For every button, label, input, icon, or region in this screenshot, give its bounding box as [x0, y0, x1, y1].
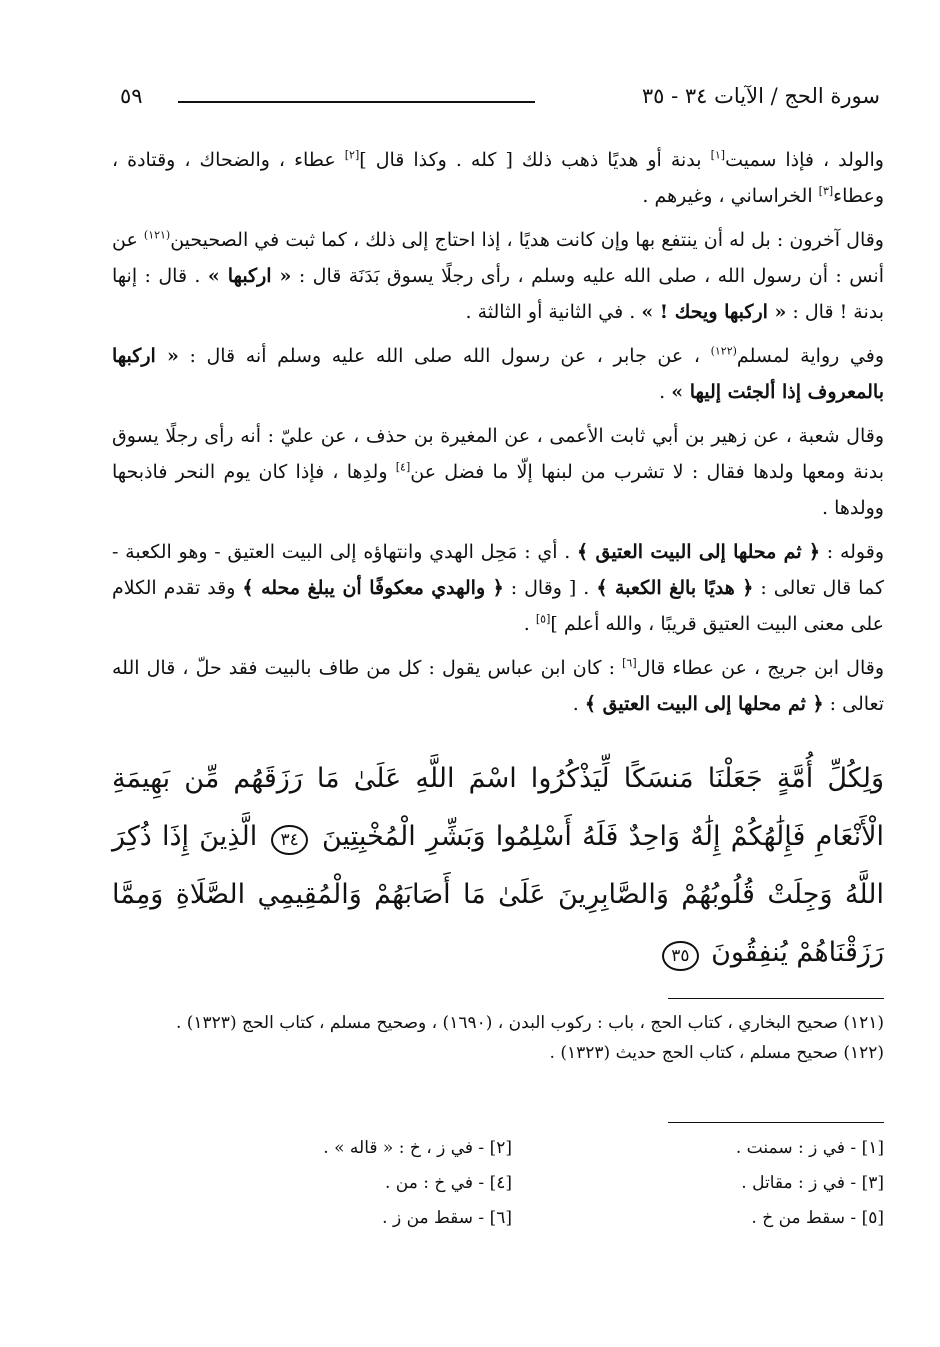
paragraph-1: والولد ، فإذا سميت[١] بدنة أو هديًا ذهب ذلك [ كله . وكذا قال ][٢] عطاء ، والضحاك ، وقتادة ، وعطاء[٣] الخراساني ، وغيرهم . — [112, 148, 884, 207]
variant-note: [٦] - سقط من ز . — [382, 1208, 512, 1228]
footnote-ref-122: (١٢٢) — [710, 344, 737, 358]
variants-divider — [668, 1122, 884, 1123]
variant-note: [٤] - في خ : من . — [384, 1173, 512, 1193]
verse-number-marker: ٣٤ — [271, 825, 307, 855]
running-title: سورة الحج / الآيات ٣٤ - ٣٥ — [641, 84, 880, 108]
paragraph-6: وقال ابن جريج ، عن عطاء قال[٦] : كان ابن عباس يقول : كل من طاف بالبيت فقد حلّ ، قال الله تعالى : ﴿ ثم محلها إلى البيت العتيق ﴾ . — [112, 656, 884, 715]
footnote-divider — [668, 998, 884, 999]
quran-quote: ﴿ ثم محلها إلى البيت العتيق ﴾ — [584, 693, 824, 715]
paragraph-5: وقوله : ﴿ ثم محلها إلى البيت العتيق ﴾ . أي : مَحِل الهدي وانتهاؤه إلى البيت العتيق - وهو الكعبة - كما قال تعالى : ﴿ هديًا بالغ الكعبة ﴾ . [ وقال : ﴿ والهدي معكوفًا أن يبلغ محله ﴾ وقد تقدم الكلام على معنى البيت العتيق قريبًا ، والله أعلم ][٥] . — [112, 541, 884, 635]
page-header — [120, 84, 880, 120]
commentary-body — [112, 142, 884, 732]
quran-quote: ﴿ هديًا بالغ الكعبة ﴾ — [596, 577, 754, 599]
hadith-quote: « اركبها » — [207, 265, 292, 287]
quran-verses — [112, 750, 884, 982]
variant-note: [١] - في ز : سمنت . — [735, 1138, 884, 1158]
source-footnotes — [112, 1008, 884, 1068]
variant-ref-2: [٢] — [344, 148, 360, 162]
hadith-quote: « اركبها بالمعروف إذا ألجئت إليها » — [112, 345, 884, 403]
paragraph-3: وفي رواية لمسلم$^{(١٢٢)}$ ، عن جابر ، عن رسول الله صلى الله عليه وسلم أنه قال : « اركبها بالمعروف إذا ألجئت إليها » . — [112, 344, 884, 403]
verse-35: الَّذِينَ إِذَا ذُكِرَ اللَّهُ وَجِلَتْ قُلُوبُهُمْ وَالصَّابِرِينَ عَلَىٰ مَا أَصَابَهُمْ وَالْمُقِيمِي الصَّلَاةِ وَمِمَّا رَزَقْنَاهُمْ يُنفِقُونَ — [112, 821, 884, 968]
quran-quote: ﴿ والهدي معكوفًا أن يبلغ محله ﴾ — [242, 577, 504, 599]
variant-note: [٣] - في ز : مقاتل . — [741, 1173, 884, 1193]
verse-text — [112, 750, 884, 982]
verse-number-marker: ٣٥ — [662, 941, 698, 971]
footnote-ref-121: (١٢١) — [143, 228, 171, 242]
manuscript-variants — [140, 1132, 884, 1235]
quran-quote: ﴿ ثم محلها إلى البيت العتيق ﴾ — [577, 541, 821, 563]
hadith-quote: « اركبها ويحك ! » — [641, 301, 787, 323]
paragraph-4: وقال شعبة ، عن زهير بن أبي ثابت الأعمى ، عن المغيرة بن حذف ، عن عليّ : أنه رأى رجلًا يسوق بدنة ومعها ولدها فقال : لا تشرب من لبنها إلّا ما فضل عن[٤] ولدِها ، فإذا كان يوم النحر فاذبحها وولدها . — [112, 425, 884, 519]
footnote-121: (١٢١) صحيح البخاري ، كتاب الحج ، باب : ركوب البدن ، (١٦٩٠) ، وصحيح مسلم ، كتاب الحج (١٣٢٣) . — [175, 1013, 884, 1033]
verse-34: وَلِكُلِّ أُمَّةٍ جَعَلْنَا مَنسَكًا لِّيَذْكُرُوا اسْمَ اللَّهِ عَلَىٰ مَا رَزَقَهُم مِّن بَهِيمَةِ الْأَنْعَامِ فَإِلَٰهُكُمْ إِلَٰهٌ وَاحِدٌ فَلَهُ أَسْلِمُوا وَبَشِّرِ الْمُخْبِتِينَ — [112, 763, 884, 852]
variant-ref-6: [٦] — [622, 656, 637, 670]
variant-ref-5: [٥] — [535, 612, 551, 626]
footnote-122: (١٢٢) صحيح مسلم ، كتاب الحج حديث (١٣٢٣) . — [549, 1043, 884, 1063]
page-number: ٥٩ — [120, 84, 143, 108]
variant-note: [٢] - في ز ، خ : « قاله » . — [323, 1138, 512, 1158]
paragraph-2: وقال آخرون : بل له أن ينتفع بها وإن كانت هديًا ، إذا احتاج إلى ذلك ، كما ثبت في الصحيحين$^{(١٢١)}$ عن أنس : أن رسول الله ، صلى الله عليه وسلم ، رأى رجلًا يسوق بَدَنَة قال : « اركبها » . قال : إنها بدنة ! قال : « اركبها ويحك ! » . في الثانية أو الثالثة . — [112, 228, 885, 323]
variant-ref-4: [٤] — [395, 460, 411, 474]
variant-note: [٥] - سقط من خ . — [751, 1208, 884, 1228]
variant-ref-3: [٣] — [818, 184, 834, 198]
variant-ref-1: [١] — [710, 148, 726, 162]
header-rule — [178, 101, 535, 103]
